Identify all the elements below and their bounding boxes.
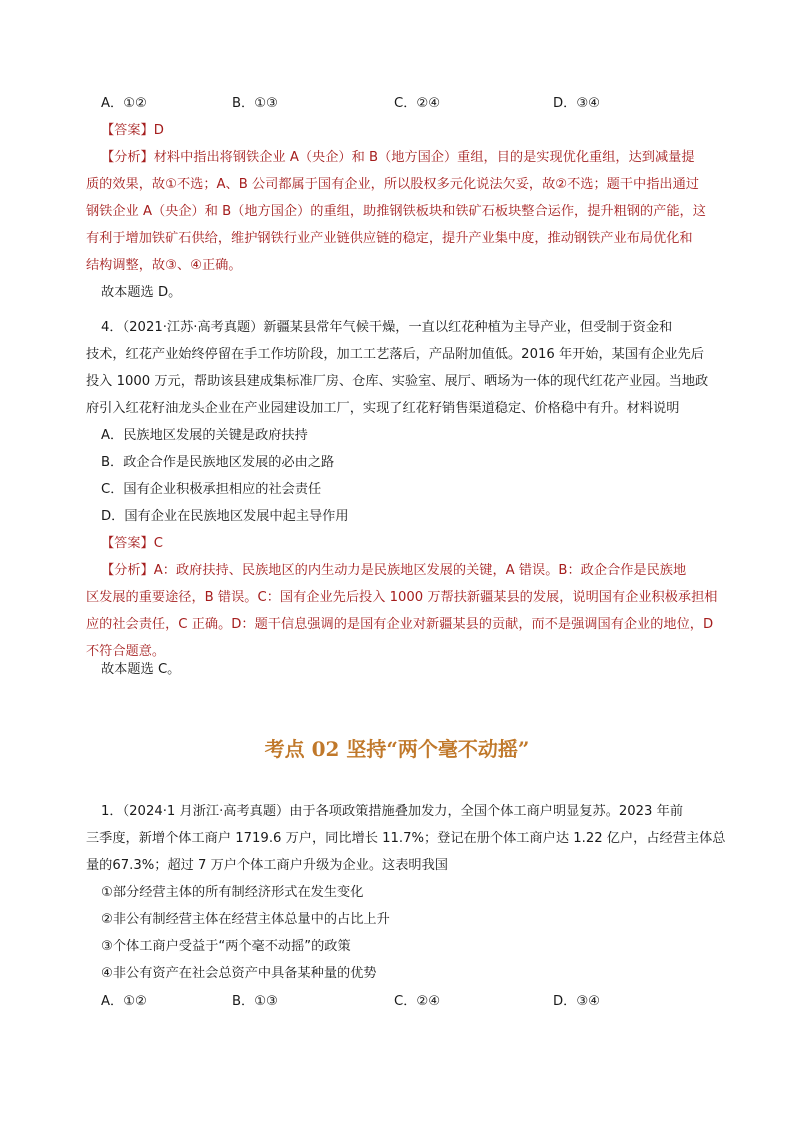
q4-stem-line: 投入 1000 万元，帮助该县建成集标准厂房、仓库、实验室、展厅、晒场为一体的现代红花产业园。当地政 [86,374,709,389]
q3-option-c: C．②④ [394,96,441,111]
q4-analysis-line: 不符合题意。 [86,644,166,659]
q1-item: ②非公有制经营主体在经营主体总量中的占比上升 [101,912,390,927]
q4-option-b: B．政企合作是民族地区发展的必由之路 [101,455,335,470]
q4-option-a: A．民族地区发展的关键是政府扶持 [101,428,308,443]
q1-stem-line: 量的67.3%；超过 7 万户个体工商户升级为企业。这表明我国 [86,858,448,873]
q3-analysis-line: 结构调整，故③、④正确。 [86,258,242,273]
q3-analysis-line: 有利于增加铁矿石供给，维护钢铁行业产业链供应链的稳定，提升产业集中度，推动钢铁产业布局优化和 [86,231,693,246]
q1-stem-line: 三季度，新增个体工商户 1719.6 万户，同比增长 11.7%；登记在册个体工商户达 1.22 亿户，占经营主体总 [86,831,726,846]
q4-stem-line: 技术，红花产业始终停留在手工作坊阶段，加工工艺落后，产品附加值低。2016 年开始，某国有企业先后 [86,347,704,362]
q1-option-b: B．①③ [232,994,278,1009]
q4-analysis-line: 应的社会责任，C 正确。D：题干信息强调的是国有企业对新疆某县的贡献，而不是强调国有企业的地位，D [86,617,714,632]
q4-stem-line: 4．（2021·江苏·高考真题）新疆某县常年气候干燥，一直以红花种植为主导产业，但受制于资金和 [101,320,673,335]
q1-option-c: C．②④ [394,994,441,1009]
q1-item: ③个体工商户受益于“两个毫不动摇”的政策 [101,939,351,954]
q3-answer: 【答案】D [101,123,164,138]
q3-conclusion: 故本题选 D。 [101,285,182,300]
q3-analysis-line: 钢铁企业 A（央企）和 B（地方国企）的重组，助推钢铁板块和铁矿石板块整合运作，提升粗钢的产能，这 [86,204,706,219]
q4-conclusion: 故本题选 C。 [101,662,181,677]
q1-option-a: A．①② [101,994,147,1009]
q3-option-a: A．①② [101,96,147,111]
q1-stem-line: 1．（2024·1 月浙江·高考真题）由于各项政策措施叠加发力，全国个体工商户明显复苏。2023 年前 [101,804,684,819]
q4-stem-line: 府引入红花籽油龙头企业在产业园建设加工厂，实现了红花籽销售渠道稳定、价格稳中有升。材料说明 [86,401,680,416]
q4-option-d: D．国有企业在民族地区发展中起主导作用 [101,509,349,524]
q3-option-b: B．①③ [232,96,278,111]
q4-answer: 【答案】C [101,536,163,551]
q4-analysis-line: 【分析】A：政府扶持、民族地区的内生动力是民族地区发展的关键，A 错误。B：政企合作是民族地 [101,563,687,578]
q3-analysis-line: 质的效果，故①不选；A、B 公司都属于国有企业，所以股权多元化说法欠妥，故②不选；题干中指出通过 [86,177,699,192]
q1-item: ①部分经营主体的所有制经济形式在发生变化 [101,885,364,900]
q4-analysis-line: 区发展的重要途径，B 错误。C：国有企业先后投入 1000 万帮扶新疆某县的发展，说明国有企业积极承担相 [86,590,718,605]
q3-option-d: D．③④ [553,96,600,111]
section-title: 考点 02 坚持“两个毫不动摇” [264,737,530,761]
q4-option-c: C．国有企业积极承担相应的社会责任 [101,482,322,497]
q1-option-d: D．③④ [553,994,600,1009]
q1-item: ④非公有资产在社会总资产中具备某种量的优势 [101,966,377,981]
q3-analysis-line: 【分析】材料中指出将钢铁企业 A（央企）和 B（地方国企）重组，目的是实现优化重组，达到减量提 [101,150,695,165]
